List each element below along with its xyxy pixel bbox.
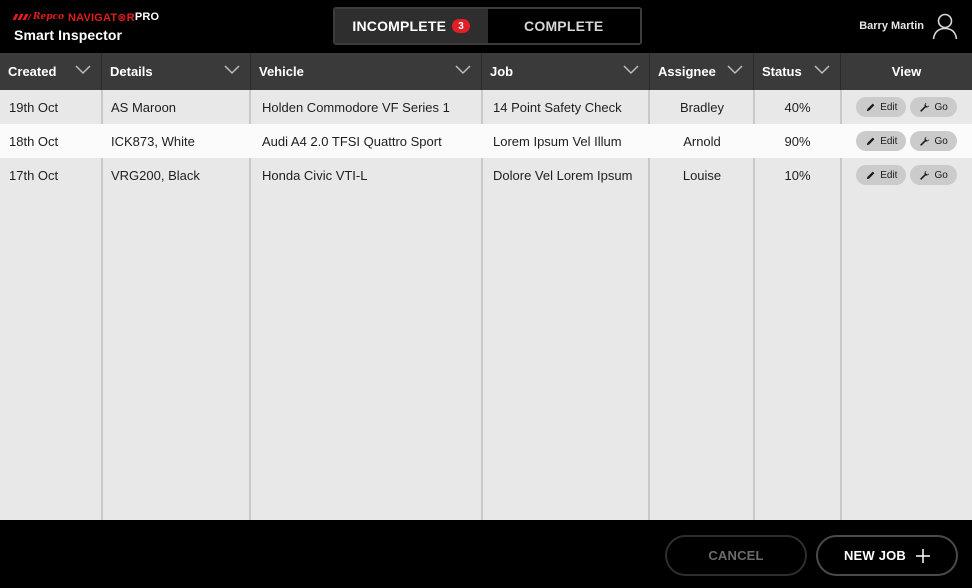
edit-button-label: Edit	[880, 101, 898, 113]
wrench-icon	[919, 102, 930, 113]
cell-vehicle: Holden Commodore VF Series 1	[262, 99, 450, 115]
table-header	[0, 53, 972, 90]
edit-button-label: Edit	[880, 135, 898, 147]
repco-logo	[14, 12, 64, 22]
column-header-label: Details	[110, 64, 153, 79]
column-header-label: Job	[490, 64, 514, 79]
user-menu[interactable]	[859, 12, 958, 40]
table-row[interactable]	[0, 124, 972, 158]
column-header-assignee[interactable]	[650, 53, 754, 90]
edit-button-label: Edit	[880, 169, 898, 181]
table-row[interactable]	[0, 158, 972, 192]
column-header-label: Vehicle	[259, 64, 304, 79]
jobs-table	[0, 53, 972, 520]
cell-details: ICK873, White	[111, 133, 195, 149]
cell-job: Dolore Vel Lorem Ipsum	[493, 167, 633, 183]
go-button[interactable]	[910, 97, 956, 117]
wrench-icon	[919, 170, 930, 181]
column-header-status[interactable]	[754, 53, 841, 90]
repco-logo-word: Repco	[33, 12, 64, 22]
go-button-label: Go	[934, 101, 948, 113]
edit-button[interactable]	[856, 97, 906, 117]
cell-status: 10%	[784, 167, 811, 183]
tab-complete[interactable]	[488, 9, 641, 43]
edit-button[interactable]	[856, 165, 906, 185]
chevron-down-icon	[814, 65, 830, 75]
new-job-button-label: NEW JOB	[843, 548, 907, 563]
app-title: Smart Inspector	[14, 27, 123, 43]
brand-pro: PRO	[134, 11, 160, 23]
cell-assignee: Arnold	[683, 133, 721, 149]
cell-view-actions	[841, 90, 972, 124]
column-header-details[interactable]	[102, 53, 251, 90]
column-header-job[interactable]	[482, 53, 650, 90]
cell-details: VRG200, Black	[111, 167, 200, 183]
cell-created: 17th Oct	[9, 167, 59, 183]
cell-assignee: Louise	[682, 167, 722, 183]
brand	[14, 10, 159, 43]
table-body	[0, 90, 972, 192]
cell-vehicle: Honda Civic VTI-L	[262, 167, 368, 183]
pencil-icon	[865, 170, 876, 181]
column-header-view	[841, 53, 972, 90]
cell-job: Lorem Ipsum Vel Illum	[493, 133, 622, 149]
job-status-tabs	[333, 7, 642, 45]
cell-status: 90%	[784, 133, 811, 149]
wrench-icon	[919, 136, 930, 147]
cell-job: 14 Point Safety Check	[493, 99, 622, 115]
column-header-label: Created	[8, 64, 57, 79]
app-header	[0, 0, 972, 53]
column-header-created[interactable]	[0, 53, 102, 90]
table-row[interactable]	[0, 90, 972, 124]
footer-bar	[0, 520, 972, 588]
cell-created: 18th Oct	[9, 133, 59, 149]
cell-vehicle: Audi A4 2.0 TFSI Quattro Sport	[262, 133, 442, 149]
cell-created: 19th Oct	[9, 99, 59, 115]
tab-incomplete[interactable]	[335, 9, 488, 43]
column-header-vehicle[interactable]	[251, 53, 482, 90]
repco-logo-bars-icon	[13, 14, 32, 20]
cell-details: AS Maroon	[111, 99, 177, 115]
cell-view-actions	[841, 158, 972, 192]
user-name: Barry Martin	[859, 20, 924, 32]
go-button[interactable]	[910, 131, 956, 151]
chevron-down-icon	[455, 65, 471, 75]
column-header-label: Status	[762, 64, 802, 79]
go-button[interactable]	[910, 165, 956, 185]
tab-incomplete-label: INCOMPLETE	[352, 18, 447, 34]
cancel-button[interactable]	[665, 535, 807, 576]
brand-logo-line	[14, 10, 159, 24]
plus-icon	[916, 549, 930, 563]
cell-status: 40%	[784, 99, 811, 115]
pencil-icon	[865, 102, 876, 113]
new-job-button[interactable]	[816, 535, 958, 576]
edit-button[interactable]	[856, 131, 906, 151]
pencil-icon	[865, 136, 876, 147]
go-button-label: Go	[934, 169, 948, 181]
cell-view-actions	[841, 124, 972, 158]
column-header-label: View	[891, 64, 922, 79]
chevron-down-icon	[224, 65, 240, 75]
chevron-down-icon	[75, 65, 91, 75]
cancel-button-label: CANCEL	[708, 548, 764, 563]
chevron-down-icon	[727, 65, 743, 75]
incomplete-count-badge: 3	[452, 19, 470, 33]
user-icon	[932, 12, 958, 40]
column-header-label: Assignee	[658, 64, 716, 79]
tab-complete-label: COMPLETE	[524, 18, 604, 34]
chevron-down-icon	[623, 65, 639, 75]
go-button-label: Go	[934, 135, 948, 147]
cell-assignee: Bradley	[679, 99, 725, 115]
brand-navigator: NAVIGAT⊗R	[67, 11, 135, 24]
